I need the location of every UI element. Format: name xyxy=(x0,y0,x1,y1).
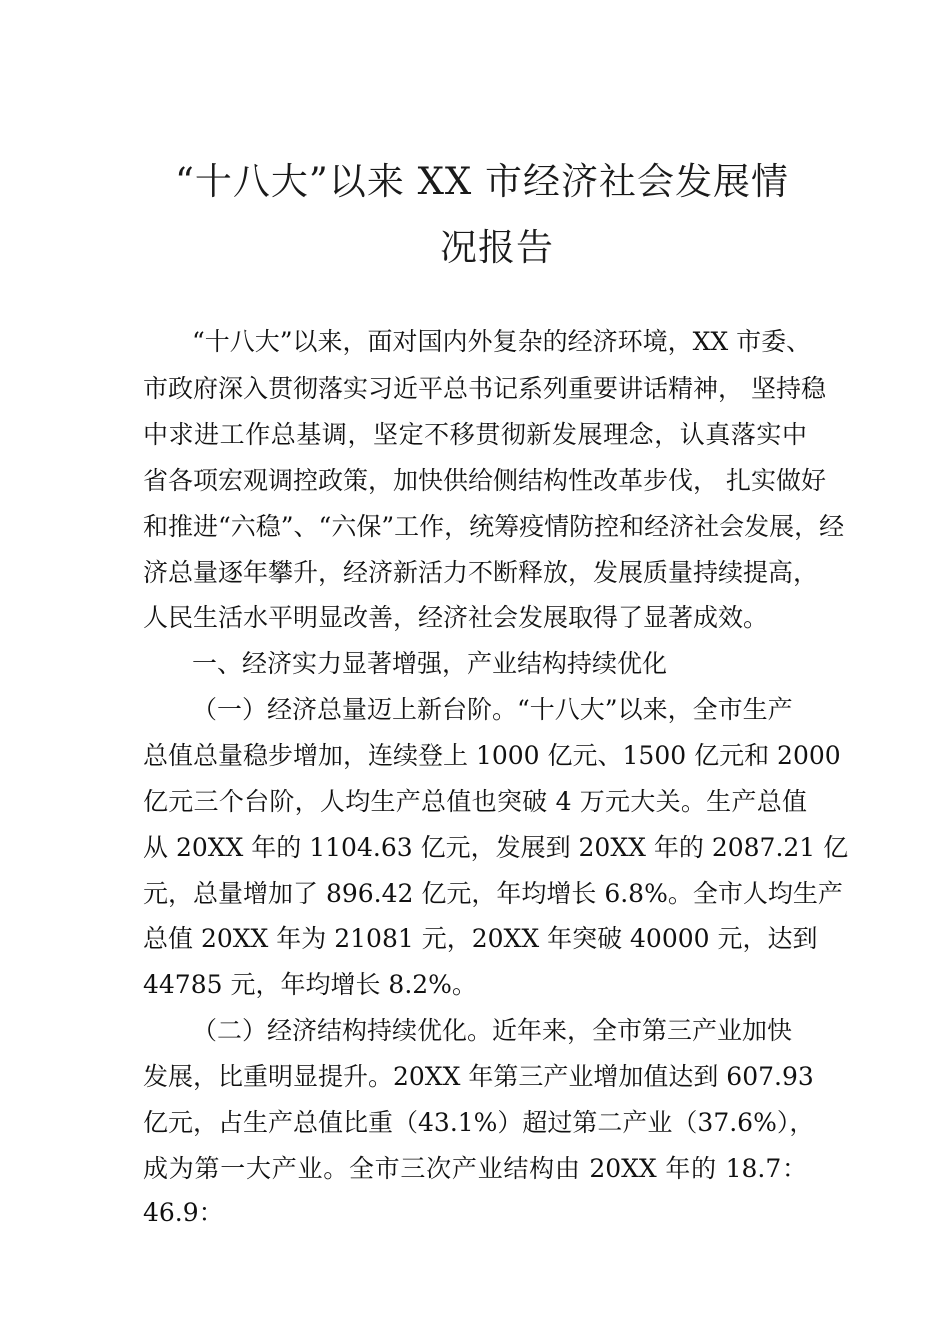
intro-paragraph-line: “十八大”以来，面对国内外复杂的经济环境，XX 市委、 xyxy=(192,327,812,356)
paragraph-line: 46.9： xyxy=(143,1198,224,1227)
intro-paragraph-line: 和推进“六稳”、“六保”工作，统筹疫情防控和经济社会发展，经 xyxy=(143,512,845,541)
paragraph-line: （二）经济结构持续优化。近年来，全市第三产业加快 xyxy=(192,1016,793,1045)
paragraph-line: 发展，比重明显提升。20XX 年第三产业增加值达到 607.93 xyxy=(143,1062,814,1091)
section-heading: 一、经济实力显著增强，产业结构持续优化 xyxy=(192,649,668,678)
document-title-line-2: 况报告 xyxy=(440,226,554,269)
intro-paragraph-line: 中求进工作总基调，坚定不移贯彻新发展理念，认真落实中 xyxy=(143,420,807,449)
paragraph-line: 从 20XX 年的 1104.63 亿元，发展到 20XX 年的 2087.21 亿 xyxy=(143,833,849,862)
paragraph-line: 44785 元，年均增长 8.2%。 xyxy=(143,970,477,999)
paragraph-line: 元，总量增加了 896.42 亿元，年均增长 6.8%。全市人均生产 xyxy=(143,879,843,908)
intro-paragraph-line: 省各项宏观调控政策，加快供给侧结构性改革步伐， 扎实做好 xyxy=(143,466,826,495)
document-title-line-1: “十八大”以来 XX 市经济社会发展情 xyxy=(175,160,790,203)
paragraph-line: 亿元三个台阶，人均生产总值也突破 4 万元大关。生产总值 xyxy=(143,787,807,816)
paragraph-line: 总值总量稳步增加，连续登上 1000 亿元、1500 亿元和 2000 xyxy=(143,741,841,770)
intro-paragraph-line: 人民生活水平明显改善，经济社会发展取得了显著成效。 xyxy=(143,603,769,632)
paragraph-line: 总值 20XX 年为 21081 元，20XX 年突破 40000 元，达到 xyxy=(143,924,818,953)
paragraph-line: 成为第一大产业。全市三次产业结构由 20XX 年的 18.7： xyxy=(143,1154,807,1183)
paragraph-line: 亿元，占生产总值比重（43.1%）超过第二产业（37.6%）， xyxy=(143,1108,815,1137)
intro-paragraph-line: 市政府深入贯彻落实习近平总书记系列重要讲话精神， 坚持稳 xyxy=(143,374,826,403)
intro-paragraph-line: 济总量逐年攀升，经济新活力不断释放，发展质量持续提高， xyxy=(143,558,819,587)
paragraph-line: （一）经济总量迈上新台阶。“十八大”以来，全市生产 xyxy=(192,695,793,724)
